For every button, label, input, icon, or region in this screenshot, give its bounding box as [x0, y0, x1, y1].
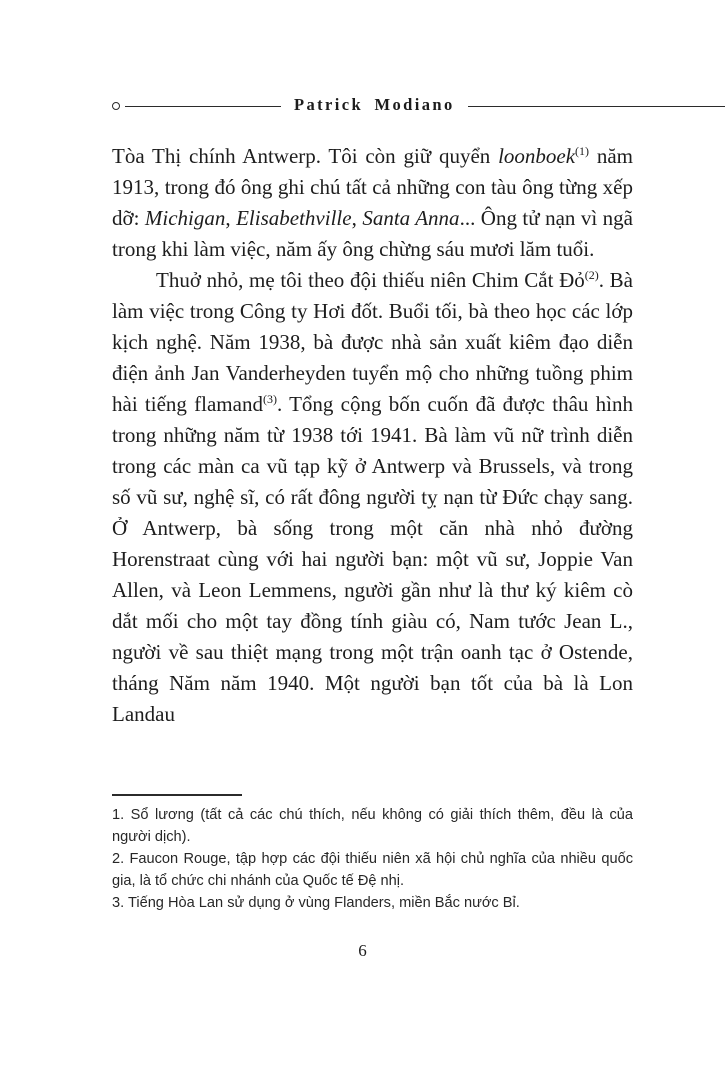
text-run: Tòa Thị chính Antwerp. Tôi còn giữ quyển	[112, 144, 499, 168]
italic-term: Michigan	[144, 206, 226, 230]
footnote-1: 1. Sổ lương (tất cả các chú thích, nếu không có giải thích thêm, đều là của người dịch).	[112, 807, 633, 845]
running-header-title: Patrick Modiano	[294, 95, 455, 114]
footnotes-block	[112, 794, 633, 916]
text-run: ... Ông tử nạn vì ngã trong khi làm việc, năm ấy ông chừng sáu mươi lăm tuổi.	[112, 206, 633, 261]
footnote-ref-3: (3)	[262, 392, 277, 406]
text-run: ,	[351, 206, 363, 230]
header-rule-left	[125, 106, 281, 107]
footnote-3: 3. Tiếng Hòa Lan sử dụng ở vùng Flanders, miền Bắc nước Bỉ.	[112, 895, 520, 911]
footnote-separator-rule	[112, 794, 242, 796]
text-run: năm 1913, trong đó ông ghi chú tất cả những con tàu ông từng xếp dỡ:	[112, 144, 633, 230]
footnote-ref-2: (2)	[584, 268, 599, 282]
text-run: Thuở nhỏ, mẹ tôi theo đội thiếu niên Chim Cắt Đỏ	[156, 268, 585, 292]
page-number: 6	[358, 941, 367, 960]
footnote-2: 2. Faucon Rouge, tập hợp các đội thiếu niên xã hội chủ nghĩa của nhiều quốc gia, là tổ chức chi nhánh của Quốc tế Đệ nhị.	[112, 851, 633, 889]
text-run: . Tổng cộng bốn cuốn đã được thâu hình trong những năm từ 1938 tới 1941. Bà làm vũ nữ trình diễn trong các màn ca vũ tạp kỹ ở Antwerp và Brussels, và trong số vũ sư, nghệ sĩ, có rất đông người tỵ nạn từ Đức chạy sang. Ở Antwerp, bà sống trong một căn nhà nhỏ đường Horenstraat cùng với hai người bạn: một vũ sư, Joppie Van Allen, và Leon Lemmens, người gần như là thư ký kiêm cò dắt mối cho một tay đồng tính giàu có, Nam tước Jean L., người về sau thiệt mạng trong một trận oanh tạc ở Ostende, tháng Năm năm 1940. Một người bạn tốt của bà là Lon Landau	[112, 392, 633, 726]
header-rule-right	[468, 106, 725, 107]
italic-term: Santa Anna	[362, 206, 460, 230]
running-header	[112, 96, 725, 116]
text-run: . Bà làm việc trong Công ty Hơi đốt. Buổi tối, bà theo học các lớp kịch nghệ. Năm 1938, bà được nhà sản xuất kiêm đạo diễn điện ảnh Jan Vanderheyden tuyển mộ cho những tuồng phim hài tiếng flamand	[112, 268, 634, 416]
page-body	[112, 141, 633, 730]
paragraph-2	[112, 265, 633, 730]
footnote-ref-1: (1)	[575, 144, 590, 158]
italic-term: loonboek	[498, 144, 576, 168]
text-run: ,	[225, 206, 237, 230]
paragraph-1	[112, 141, 633, 265]
ring-ornament-icon	[112, 102, 120, 110]
italic-term: Elisabethville	[236, 206, 352, 230]
